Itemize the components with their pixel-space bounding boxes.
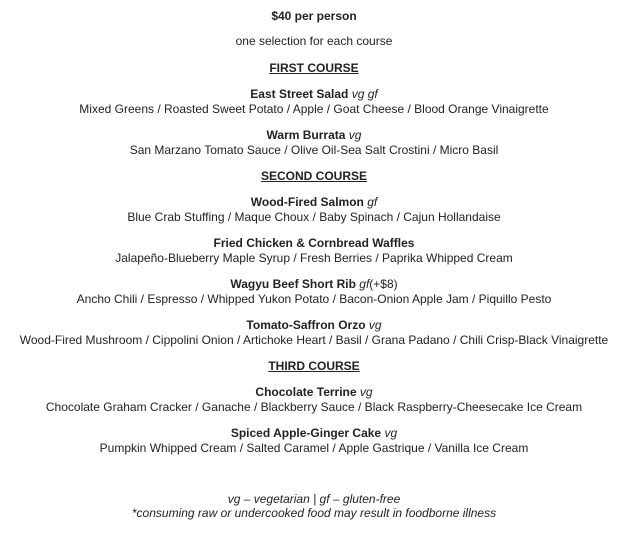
course-heading: THIRD COURSE: [268, 359, 360, 373]
food-safety-disclaimer: *consuming raw or undercooked food may result in foodborne illness: [131, 506, 497, 520]
dish-tomato-saffron-orzo: [0, 318, 628, 348]
prix-fixe-menu: [0, 9, 628, 467]
dish-chocolate-terrine: [0, 385, 628, 415]
dish-wood-fired-salmon: [0, 195, 628, 225]
dish-east-street-salad: [0, 87, 628, 117]
diet-tag: vg: [359, 385, 373, 399]
course-first: [0, 61, 628, 158]
dish-name: Chocolate Terrine: [255, 385, 357, 399]
dish-description: Ancho Chili / Espresso / Whipped Yukon Potato / Bacon-Onion Apple Jam / Piquillo Pesto: [76, 292, 552, 306]
dish-description: Chocolate Graham Cracker / Ganache / Blackberry Sauce / Black Raspberry-Cheesecake Ice Cream: [45, 400, 583, 414]
diet-tag: vg: [384, 426, 398, 440]
menu-subtitle: one selection for each course: [235, 34, 393, 48]
dish-name: Tomato-Saffron Orzo: [246, 318, 366, 332]
course-third: [0, 359, 628, 456]
dish-wagyu-short-rib: [0, 277, 628, 307]
dish-description: Jalapeño-Blueberry Maple Syrup / Fresh Berries / Paprika Whipped Cream: [115, 251, 513, 265]
dish-description: Pumpkin Whipped Cream / Salted Caramel / Apple Gastrique / Vanilla Ice Cream: [99, 441, 529, 455]
dish-name: East Street Salad: [250, 87, 349, 101]
dish-warm-burrata: [0, 128, 628, 158]
surcharge-label: (+$8): [369, 277, 398, 291]
dish-name: Warm Burrata: [266, 128, 346, 142]
dish-name: Fried Chicken & Cornbread Waffles: [213, 236, 415, 250]
dish-name: Wood-Fired Salmon: [250, 195, 364, 209]
dish-spiced-apple-ginger-cake: [0, 426, 628, 456]
diet-tag: vg: [348, 128, 362, 142]
dish-fried-chicken-waffles: [0, 236, 628, 266]
diet-tag: gf: [359, 277, 370, 291]
dish-description: Blue Crab Stuffing / Maque Choux / Baby Spinach / Cajun Hollandaise: [127, 210, 501, 224]
menu-footer: [0, 492, 628, 520]
course-second: [0, 169, 628, 348]
dish-name: Wagyu Beef Short Rib: [230, 277, 356, 291]
dish-description: San Marzano Tomato Sauce / Olive Oil-Sea Salt Crostini / Micro Basil: [129, 143, 499, 157]
diet-tag: gf: [367, 195, 378, 209]
course-heading: SECOND COURSE: [260, 169, 367, 183]
diet-legend: vg – vegetarian | gf – gluten-free: [227, 492, 401, 506]
price-per-person: $40 per person: [271, 9, 357, 23]
dish-description: Wood-Fired Mushroom / Cippolini Onion / Artichoke Heart / Basil / Grana Padano / Chili Crisp-Black Vinaigrette: [19, 333, 609, 347]
diet-tag: vg: [368, 318, 382, 332]
diet-tag: vg gf: [351, 87, 378, 101]
dish-name: Spiced Apple-Ginger Cake: [230, 426, 382, 440]
dish-description: Mixed Greens / Roasted Sweet Potato / Apple / Goat Cheese / Blood Orange Vinaigrette: [79, 102, 549, 116]
course-heading: FIRST COURSE: [269, 61, 359, 75]
